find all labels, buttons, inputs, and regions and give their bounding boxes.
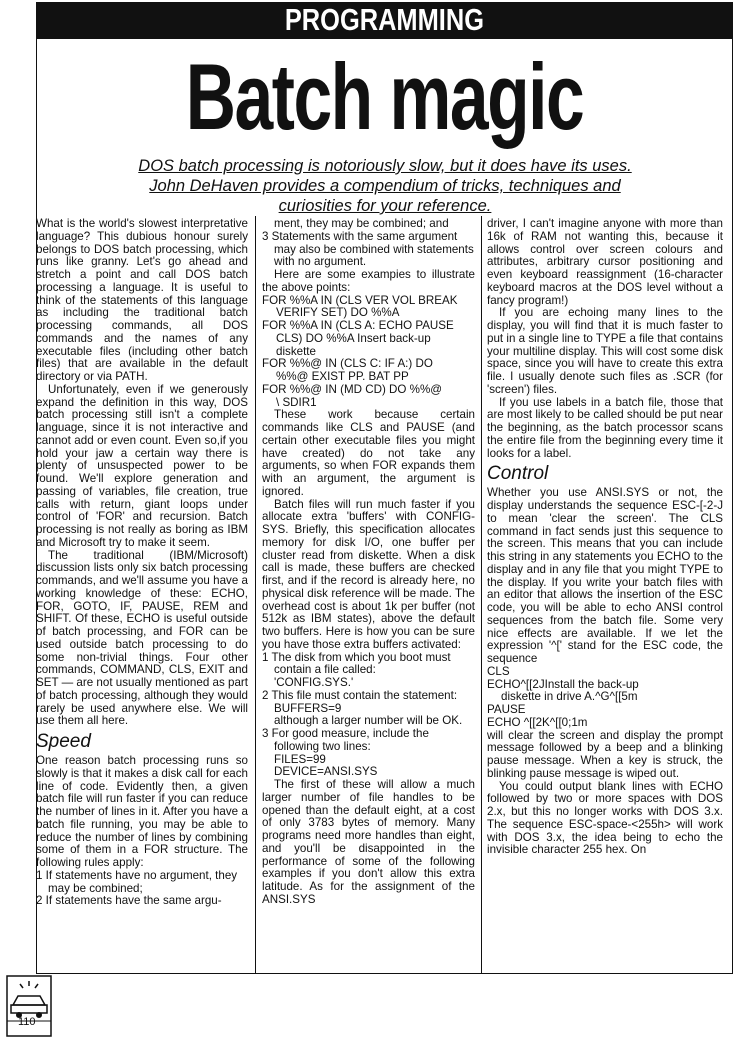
- paragraph: Unfortunately, even if we generously expand the definition in this way, DOS batch processing still isn't a complete language, since it is not interactive and cannot add or even count. Even so,if you hold your jaw a certain way there is plenty of unsuspected power to be found. We'll explore generation and passing of variables, file creation, true calls with return, giant loops under control of 'FOR' and recursion. Batch processing is not really as boring as IBM and Microsoft try to make it seem.: [36, 382, 248, 549]
- code-line: FOR %%@ IN (CLS C: IF A:) DO: [262, 357, 433, 371]
- column-3: [487, 218, 723, 857]
- standfirst: [60, 156, 710, 216]
- code-line: FOR %%A IN (CLS A: ECHO PAUSE: [262, 319, 454, 332]
- code-line: diskette in drive A.^G^[[5m: [501, 690, 638, 704]
- list-item: 2 This file must contain the statement:: [262, 688, 458, 702]
- bottom-rule: [36, 973, 733, 974]
- paragraph: If you use labels in a batch file, those that are most likely to be called should be put near the beginning, as the batch processor scans the entire file from the beginning every time it looks for a label.: [487, 395, 723, 460]
- column-1: [36, 218, 248, 908]
- list-item-value: BUFFERS=9: [274, 701, 342, 715]
- code-line: \ SDIR1: [276, 395, 317, 409]
- code-line: %%@ EXIST PP. BAT PP: [276, 370, 409, 383]
- paragraph: You could output blank lines with ECHO followed by two or more spaces with DOS 2.x, but this no longer works with DOS 3.x. The sequence ESC-space-<255h> will work with DOS 3.x, the idea being to echo the invisible character 255 hex. On: [487, 779, 723, 857]
- page-number: 110: [18, 1016, 36, 1028]
- code-line: CLS: [487, 664, 510, 678]
- list-item: 3 Statements with the same argument may also be combined with statements with no argument.: [262, 229, 474, 269]
- list-item-value: although a larger number will be OK.: [274, 714, 463, 728]
- right-rule: [732, 38, 733, 973]
- code-line: FOR %%@ IN (MD CD) DO %%@: [262, 382, 443, 396]
- paragraph: driver, I can't imagine anyone with more than 16k of RAM not wanting this, because it allows control over screen colours and attributes, arbitrary cursor positioning and even keyboard reassignment (16-character keyboard macros at the DOS level without a fancy program!): [487, 217, 723, 307]
- section-heading-speed: Speed: [36, 731, 91, 752]
- code-line: PAUSE: [487, 703, 526, 716]
- title-text: Batch magic: [185, 44, 584, 149]
- code-line: ECHO^[[2JInstall the back-up: [487, 677, 639, 691]
- standfirst-line-1: DOS batch processing is notoriously slow, but it does have its uses.: [138, 157, 632, 175]
- paragraph: Whether you use ANSI.SYS or not, the display understands the sequence ESC-[-2-J to mean 'clear the screen'. The CLS command in fact sends just this sequence to the screen. This means that you can include this string in any statements you ECHO to the display and in any file that you might TYPE to the display. If you write your batch files with an editor that allows the insertion of the ESC code, you will be able to echo ANSI control sequences from the batch file. Some very nice effects are available. If we let the expression '^[' stand for the ESC code, the sequence: [487, 486, 723, 665]
- code-line: VERIFY SET) DO %%A: [276, 306, 400, 320]
- standfirst-line-2: John DeHaven provides a compendium of tricks, techniques and: [149, 177, 621, 195]
- code-line: diskette: [276, 344, 316, 358]
- list-item-value: FILES=99: [274, 752, 326, 766]
- list-item: 1 If statements have no argument, they may be combined;: [36, 868, 238, 895]
- list-item: 1 The disk from which you boot must contain a file called:: [262, 650, 451, 677]
- paragraph: The traditional (IBM/Microsoft) discussion lists only six batch processing commands, and we'll assume you have a working knowledge of these: ECHO, FOR, GOTO, IF, PAUSE, REM and SHIFT. Of these, ECHO is useful outside of batch processing, and FOR can be used outside batch processing to do some non-trivial things. Four other commands, COMMAND, CLS, EXIT and SET — are not usually mentioned as part of batch processing, although they would rarely be used anywhere else. We will use them all here.: [36, 548, 248, 728]
- column-2: [262, 218, 475, 907]
- article-title: [36, 42, 733, 152]
- section-label: PROGRAMMING: [284, 2, 485, 37]
- paragraph: Batch files will run much faster if you allocate extra 'buffers' with CONFIG-SYS. Briefly, this specification allocates memory for disk I/O, one buffer per cluster read from diskette. When a disk call is made, these buffers are checked first, and if the record is already here, no physical disk reference will be made. The overhead cost is about 1k per buffer (not 512k as IBM states), above the default two buffers. Here is how you can be sure you have those extra buffers activated:: [262, 497, 475, 651]
- paragraph: Here are some exampies to illustrate the above points:: [262, 268, 475, 294]
- list-item-continued: ment, they may be combined; and: [274, 217, 449, 230]
- list-item: 2 If statements have the same argu-: [36, 894, 222, 908]
- list-item: 3 For good measure, include the following two lines:: [262, 727, 429, 753]
- paragraph: will clear the screen and display the prompt message followed by a beep and a blinking pause message. When a key is struck, the blinking pause message is wiped out.: [487, 728, 723, 780]
- section-heading-control: Control: [487, 463, 549, 485]
- list-item-value: DEVICE=ANSI.SYS: [274, 765, 378, 779]
- paragraph: If you are echoing many lines to the display, you will find that it is much faster to put in a single line to TYPE a file that contains your multiline display. This will cost some disk space, since you will have to create this extra file. I usually denote such files as .SCR (for 'screen') files.: [487, 306, 723, 396]
- list-item-value: 'CONFIG.SYS.': [274, 676, 354, 689]
- code-line: CLS) DO %%A Insert back-up: [276, 331, 431, 345]
- standfirst-line-3: curiosities for your reference.: [278, 197, 492, 215]
- column-divider-2: [481, 216, 482, 973]
- section-banner: [36, 2, 733, 38]
- paragraph: One reason batch processing runs so slowly is that it makes a disk call for each line of code. Evidently then, a given batch file will run faster if you can reduce the number of lines in it. After you have a batch file running, you may be able to reduce the number of lines by combining some of them in a FOR structure. The following rules apply:: [36, 754, 248, 869]
- column-divider-1: [255, 216, 256, 973]
- paragraph: What is the world's slowest interpretative language? This dubious honour surely belongs to DOS batch processing, which runs like granny. Let's go ahead and stretch a point and call DOS batch processing a language. It is useful to think of the statements of this language as including the traditional batch processing commands, all DOS commands and the names of any executable files (including other batch files) that are available in the default directory or via PATH.: [36, 217, 248, 383]
- paragraph: The first of these will allow a much larger number of file handles to be opened than the default eight, at a cost of only 3783 bytes of memory. Many programs need more handles than eight, and you'll be disappointed in the performance of some of the following examples if you don't allow this extra latitude. As for the assignment of the ANSI.SYS: [262, 778, 475, 906]
- code-line: FOR %%A IN (CLS VER VOL BREAK: [262, 293, 458, 307]
- code-line: ECHO ^[[2K^[[0;1m: [487, 715, 588, 729]
- paragraph: These work because certain commands like CLS and PAUSE (and certain other executable files you might have created) do not take any arguments, so when FOR expands them with an argument, the argument is ignored.: [262, 408, 475, 498]
- top-rule: [36, 38, 733, 39]
